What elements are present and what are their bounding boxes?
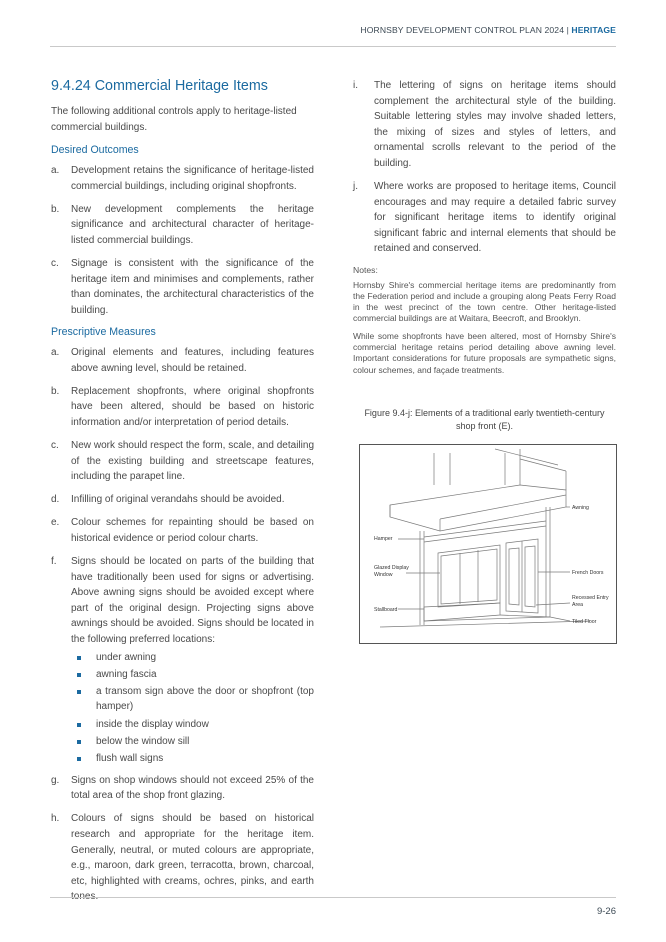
list-marker: c.	[51, 440, 59, 451]
list-item-text: Where works are proposed to heritage items, Council encourages and may require a detailed fabric survey for significant heritage items to identify original significant fabric and internal elements that should be retained and conserved.	[374, 181, 616, 255]
list-item-text: Original elements and features, including features above awning level, should be retained.	[71, 347, 314, 374]
prescriptive-measures-continued	[353, 78, 616, 257]
shopfront-illustration	[359, 444, 617, 644]
note-paragraph: While some shopfronts have been altered, most of Hornsby Shire's commercial heritage retains period detailing above awning level. Important considerations for future proposals are sympathetic signs, colour schemes, and façade treatments.	[353, 330, 616, 375]
list-item	[51, 811, 314, 905]
page-header	[360, 25, 616, 35]
list-item	[51, 256, 314, 318]
list-item-text: Signage is consistent with the significance of the heritage item and minimises and complements, rather than dominates, the architectural characteristics of the building.	[71, 258, 314, 316]
list-item-text: Signs should be located on parts of the building that have traditionally been used for signs or advertising. Above awning signs should be avoided except where part of the original design. Projecting signs above awnings should be avoided. Signs should be located in the following preferred locations:	[71, 556, 314, 646]
list-marker: e.	[51, 517, 60, 529]
list-marker: b.	[51, 203, 60, 215]
recessed-entry-label: Recessed Entry	[572, 595, 609, 601]
list-item-text: Signs on shop windows should not exceed 25% of the total area of the shop front glazing.	[71, 774, 314, 802]
list-item	[51, 773, 314, 804]
list-item	[51, 163, 314, 194]
bullet-item	[71, 717, 314, 733]
list-item	[51, 202, 314, 249]
hamper-label: Hamper	[374, 536, 393, 542]
awning-label: Awning	[572, 505, 589, 511]
note-paragraph: Hornsby Shire's commercial heritage items are predominantly from the Federation period and include a grouping along Peats Ferry Road in the west precinct of the town centre. Other heritage-listed commercial buildings are at Waitara, Beecroft, and Brooklyn.	[353, 279, 616, 324]
bullet-icon	[71, 684, 96, 715]
stallboard-label: Stallboard	[374, 607, 398, 613]
left-column	[51, 78, 314, 913]
shopfront-drawing	[360, 445, 616, 643]
desired-outcomes-list	[51, 163, 314, 318]
list-item	[353, 179, 616, 257]
list-marker: i.	[353, 80, 358, 91]
header-separator: |	[566, 25, 569, 35]
bullet-item	[71, 734, 314, 750]
page-number: 9-26	[596, 906, 616, 917]
prescriptive-measures-heading: Prescriptive Measures	[51, 326, 156, 339]
french-doors-label: French Doors	[572, 570, 604, 576]
section-name: HERITAGE	[571, 25, 616, 35]
prescriptive-measures-list	[51, 345, 314, 905]
list-item	[51, 438, 314, 485]
glazed-display-label: Glazed Display	[374, 565, 409, 571]
sign-locations-list	[71, 650, 314, 767]
list-item-text: New work should respect the form, scale, and detailing of the existing building and streetscape features, including the parapet line.	[71, 440, 314, 483]
footer-divider	[50, 897, 616, 898]
bullet-item	[71, 684, 314, 715]
bullet-text: flush wall signs	[96, 752, 164, 764]
list-item	[51, 554, 314, 768]
list-item	[353, 78, 616, 172]
list-item	[51, 384, 314, 431]
list-marker: a.	[51, 165, 60, 177]
list-item	[51, 515, 314, 546]
list-item-text: Infilling of original verandahs should be avoided.	[71, 494, 285, 506]
list-marker: a.	[51, 347, 60, 359]
list-item-text: Colour schemes for repainting should be based on historical evidence or period colour charts.	[71, 517, 314, 544]
bullet-icon	[71, 734, 96, 750]
area-label: Area	[572, 602, 583, 608]
list-marker: b.	[51, 385, 60, 397]
right-column	[353, 78, 616, 382]
bullet-text: awning fascia	[96, 668, 157, 680]
list-item-text: The lettering of signs on heritage items should complement the architectural style of the building. Suitable lettering styles may involve shaded letters, the mixing of sizes and styles of letters, and ornamental scrolls relevant to the period of the building.	[374, 80, 616, 169]
intro-paragraph: The following additional controls apply to heritage-listed commercial buildings.	[51, 106, 297, 133]
list-item-text: Development retains the significance of heritage-listed commercial buildings, including original shopfronts.	[71, 165, 314, 192]
bullet-icon	[71, 650, 96, 666]
bullet-item	[71, 650, 314, 666]
list-marker: c.	[51, 258, 59, 270]
tiled-floor-label: Tiled Floor	[572, 619, 597, 625]
section-heading: 9.4.24 Commercial Heritage Items	[51, 78, 268, 94]
list-item	[51, 492, 314, 508]
figure-caption	[353, 407, 616, 432]
list-marker: j.	[353, 181, 358, 193]
notes-label: Notes:	[353, 264, 378, 275]
bullet-text: below the window sill	[96, 735, 190, 747]
list-marker: f.	[51, 556, 57, 568]
desired-outcomes-heading: Desired Outcomes	[51, 144, 139, 157]
list-item-text: Colours of signs should be based on historical research and appropriate for the heritage item. Generally, neutral, or muted colours are appropriate, e.g., maroon, dark green, terracotta, brown, charcoal, etc, highlighted with creams, ochres, pinks, and earth tones.	[71, 813, 314, 903]
bullet-icon	[71, 751, 96, 767]
document-title: HORNSBY DEVELOPMENT CONTROL PLAN 2024	[360, 25, 565, 35]
bullet-icon	[71, 667, 96, 683]
window-label: Window	[374, 572, 393, 578]
list-marker: h.	[51, 813, 60, 825]
list-item-text: New development complements the heritage significance and architectural character of heritage-listed commercial buildings.	[71, 203, 314, 247]
bullet-text: under awning	[96, 651, 157, 663]
figure-caption-line: shop front (E).	[455, 420, 514, 431]
bullet-item	[71, 667, 314, 683]
bullet-item	[71, 751, 314, 767]
bullet-icon	[71, 717, 96, 733]
figure-caption-line: Figure 9.4-j: Elements of a traditional early twentieth-century	[364, 408, 605, 418]
bullet-text: a transom sign above the door or shopfront (top hamper)	[96, 685, 314, 713]
list-item-text: Replacement shopfronts, where original shopfronts have been altered, should be based on historic information and/or interpretation of period details.	[71, 385, 314, 428]
list-marker: d.	[51, 494, 60, 506]
header-divider	[50, 46, 616, 47]
list-item	[51, 345, 314, 376]
bullet-text: inside the display window	[96, 718, 209, 730]
list-marker: g.	[51, 774, 60, 786]
